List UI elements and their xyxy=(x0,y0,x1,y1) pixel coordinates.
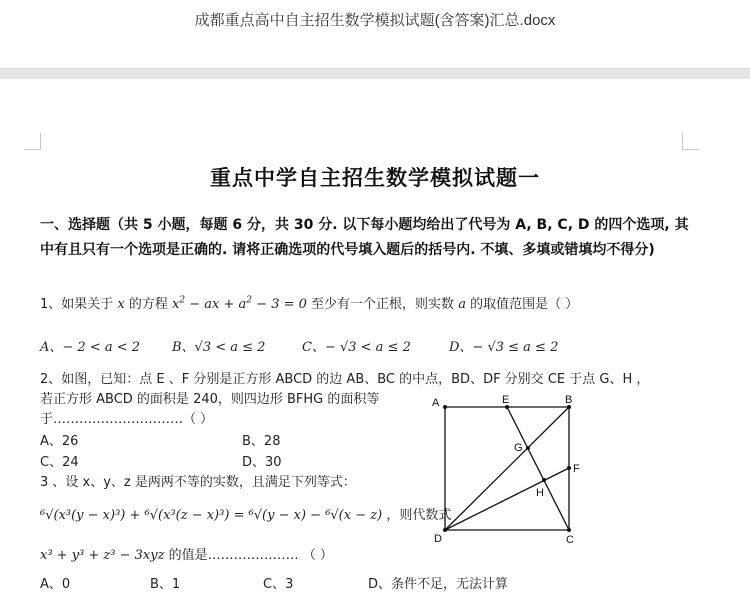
label-d: D xyxy=(434,533,442,545)
label-c: C xyxy=(566,534,574,546)
q3-eq-suffix: ，则代数式 xyxy=(386,508,452,523)
q3-equation: ⁶√(x³(y − x)³) + ⁶√(x³(z − x)³) = ⁶√(y − x) − ⁶√(x − z) xyxy=(40,508,383,523)
q1-middle: 的方程 xyxy=(128,297,168,312)
crop-mark-top-right xyxy=(682,133,699,150)
q1-option-b: B、√3 < a ≤ 2 xyxy=(172,340,266,355)
q3-expr-suffix: 的值是………………… （ ） xyxy=(168,548,333,563)
document-filename: 成都重点高中自主招生数学模拟试题(含答案)汇总.docx xyxy=(194,12,556,29)
q1-var-x: x xyxy=(117,297,125,312)
line-df xyxy=(445,468,569,530)
point-a xyxy=(443,405,447,409)
q1-option-c: C、− √3 < a ≤ 2 xyxy=(302,340,411,355)
section-instructions: 一、选择题（共 5 小题，每题 6 分，共 30 分. 以下每小题均给出了代号为 A, B, C, D 的四个选项, 其中有且只有一个选项是正确的. 请将正确选项的代号填入题后的括号内. 不填、多填或错填均不得分) xyxy=(40,217,689,258)
q1-suffix2: 的取值范围是（ ） xyxy=(470,297,579,312)
q2-option-b: B、28 xyxy=(242,434,281,449)
page-heading: 重点中学自主招生数学模拟试题一 xyxy=(210,165,540,190)
q3-line-1: 3 、设 x、y、z 是两两不等的实数，且满足下列等式： xyxy=(40,475,356,490)
question-1 xyxy=(40,293,578,312)
crop-mark-top-left xyxy=(24,133,41,150)
q3-option-b: B、1 xyxy=(150,577,181,592)
q3-expression-line xyxy=(40,544,333,563)
q3-expression: x³ + y³ + z³ − 3xyz xyxy=(40,548,165,563)
q2-option-a: A、26 xyxy=(40,434,79,449)
q2-line-1: 2、如图，已知：点 E 、F 分别是正方形 ABCD 的边 AB、BC 的中点，BD、DF 分别交 CE 于点 G、H ， xyxy=(40,372,650,387)
point-f xyxy=(567,466,571,470)
q1-option-a: A、− 2 < a < 2 xyxy=(40,340,141,355)
q3-equation-line xyxy=(40,504,451,523)
q2-option-d: D、30 xyxy=(242,455,282,470)
point-c xyxy=(567,528,571,532)
q3-option-c: C、3 xyxy=(263,577,294,592)
q1-prefix: 1、如果关于 xyxy=(40,297,114,312)
q1-var-a: a xyxy=(458,297,466,312)
point-d xyxy=(443,528,447,532)
point-g xyxy=(526,446,530,450)
square-figure xyxy=(430,392,590,556)
label-a: A xyxy=(432,397,440,409)
label-h: H xyxy=(536,487,544,499)
q3-option-d: D、条件不足，无法计算 xyxy=(368,577,509,592)
point-h xyxy=(542,478,546,482)
q1-equation: $x^2$ − ax + $a^2 - 3 = 0$ xyxy=(172,295,307,312)
q3-option-a: A、0 xyxy=(40,577,71,592)
line-ce xyxy=(507,407,569,530)
label-b: B xyxy=(565,394,573,406)
label-g: G xyxy=(514,442,523,454)
line-bd xyxy=(445,407,569,530)
label-e: E xyxy=(502,394,510,406)
q2-line-2: 若正方形 ABCD 的面积是 240，则四边形 BFHG 的面积等 xyxy=(40,392,380,407)
q2-option-c: C、24 xyxy=(40,455,79,470)
square-diagram xyxy=(430,392,590,552)
label-f: F xyxy=(573,463,580,475)
q2-line-3: 于…………………………（ ） xyxy=(40,412,214,427)
q1-option-d: D、− √3 ≤ a ≤ 2 xyxy=(449,340,559,355)
title-bar xyxy=(0,0,750,68)
q1-suffix: 至少有一个正根，则实数 xyxy=(311,297,455,312)
